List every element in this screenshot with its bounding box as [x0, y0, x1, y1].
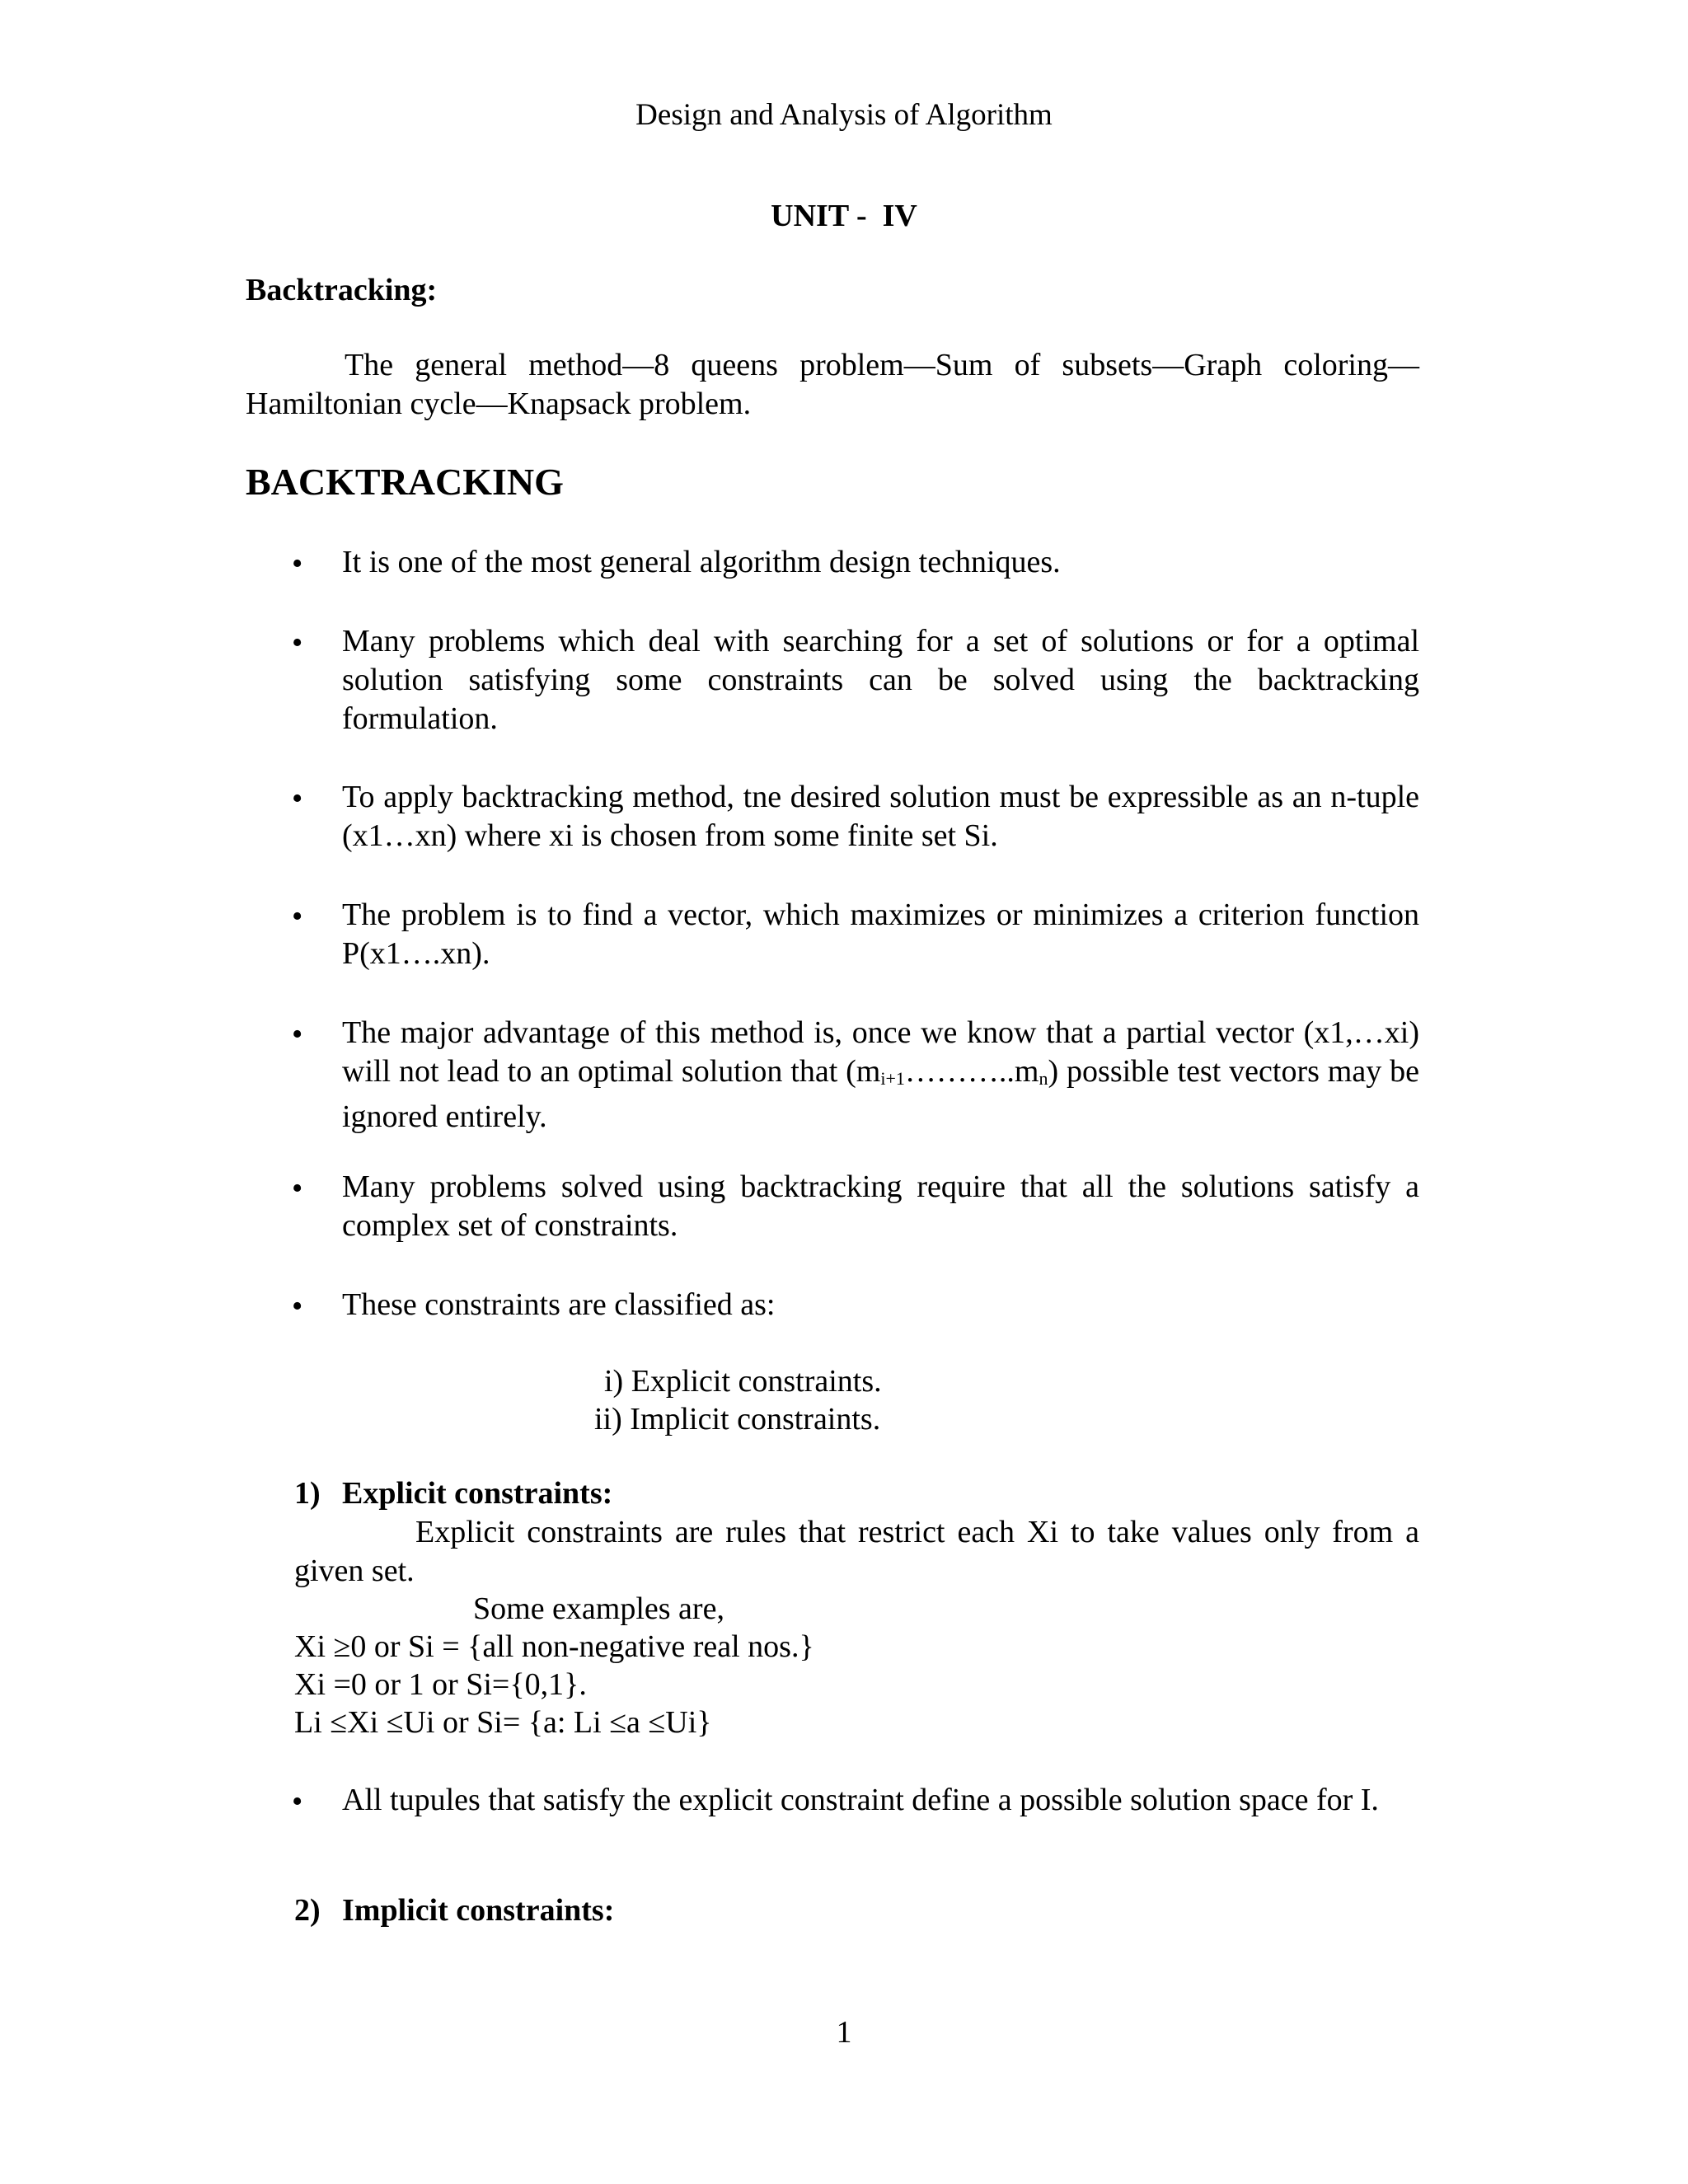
bullet-icon: •: [292, 1784, 303, 1819]
constraint-type-1: i) Explicit constraints.: [604, 1364, 882, 1399]
bullet-icon: •: [292, 626, 303, 660]
example-1: Xi ≥0 or Si = {all non-negative real nos.}: [294, 1629, 814, 1664]
bullet-icon: •: [292, 1289, 303, 1324]
bullet-text-6: Many problems solved using backtracking require that all the solutions satisfy a complex set of constraints.: [342, 1169, 1419, 1243]
explicit-heading-text: Explicit constraints:: [342, 1476, 613, 1511]
examples-intro: Some examples are,: [473, 1591, 724, 1626]
bullet-text-2: Many problems which deal with searching for a set of solutions or for a optimal solution satisfying some constraints can be solved using the backtracking formulation.: [342, 624, 1419, 736]
bullet-5-pre: The major advantage of this method is, once we know that a partial vector (x1,…xi) will not lead to an optimal solution that (m: [342, 1015, 1419, 1089]
page-number: 1: [836, 2015, 852, 2050]
example-3: Li ≤Xi ≤Ui or Si= {a: Li ≤a ≤Ui}: [294, 1705, 712, 1740]
example-2: Xi =0 or 1 or Si={0,1}.: [294, 1667, 587, 1702]
bullet-icon: •: [292, 1171, 303, 1206]
page-header: Design and Analysis of Algorithm: [635, 98, 1053, 132]
bullet-icon: •: [292, 781, 303, 816]
explicit-heading: [294, 1475, 612, 1511]
bullet-text-1: It is one of the most general algorithm design techniques.: [342, 545, 1061, 579]
implicit-heading: [294, 1892, 614, 1929]
subscript-i-plus-1: i+1: [880, 1068, 905, 1089]
constraint-type-2: ii) Implicit constraints.: [594, 1402, 881, 1436]
bullet-icon: •: [292, 899, 303, 934]
bullet-text-4: The problem is to find a vector, which maximizes or minimizes a criterion function P(x1….xn).: [342, 898, 1419, 971]
main-heading: BACKTRACKING: [246, 461, 564, 503]
unit-title: UNIT - IV: [771, 199, 917, 233]
subscript-n: n: [1039, 1068, 1048, 1089]
bullet-text-7: These constraints are classified as:: [342, 1287, 776, 1322]
bullet-text-5: [342, 1014, 1419, 1137]
explicit-definition: Explicit constraints are rules that restrict each Xi to take values only from a given set.: [294, 1515, 1419, 1588]
intro-paragraph: The general method—8 queens problem—Sum of subsets—Graph coloring—Hamiltonian cycle—Knapsack problem.: [246, 348, 1419, 421]
explicit-number: 1): [294, 1476, 321, 1511]
bullet-5-mid: ………..m: [904, 1054, 1039, 1089]
implicit-heading-text: Implicit constraints:: [342, 1893, 615, 1928]
bullet-icon: •: [292, 1017, 303, 1052]
explicit-bullet-text: All tupules that satisfy the explicit constraint define a possible solution space for I.: [342, 1783, 1379, 1817]
implicit-number: 2): [294, 1893, 321, 1928]
bullet-icon: •: [292, 546, 303, 581]
bullet-5-post: ) possible test vectors may be ignored entirely.: [342, 1054, 1419, 1134]
bullet-text-3: To apply backtracking method, tne desired solution must be expressible as an n-tuple (x1…xn) where xi is chosen from some finite set Si.: [342, 780, 1419, 853]
section-title: Backtracking:: [246, 273, 438, 307]
